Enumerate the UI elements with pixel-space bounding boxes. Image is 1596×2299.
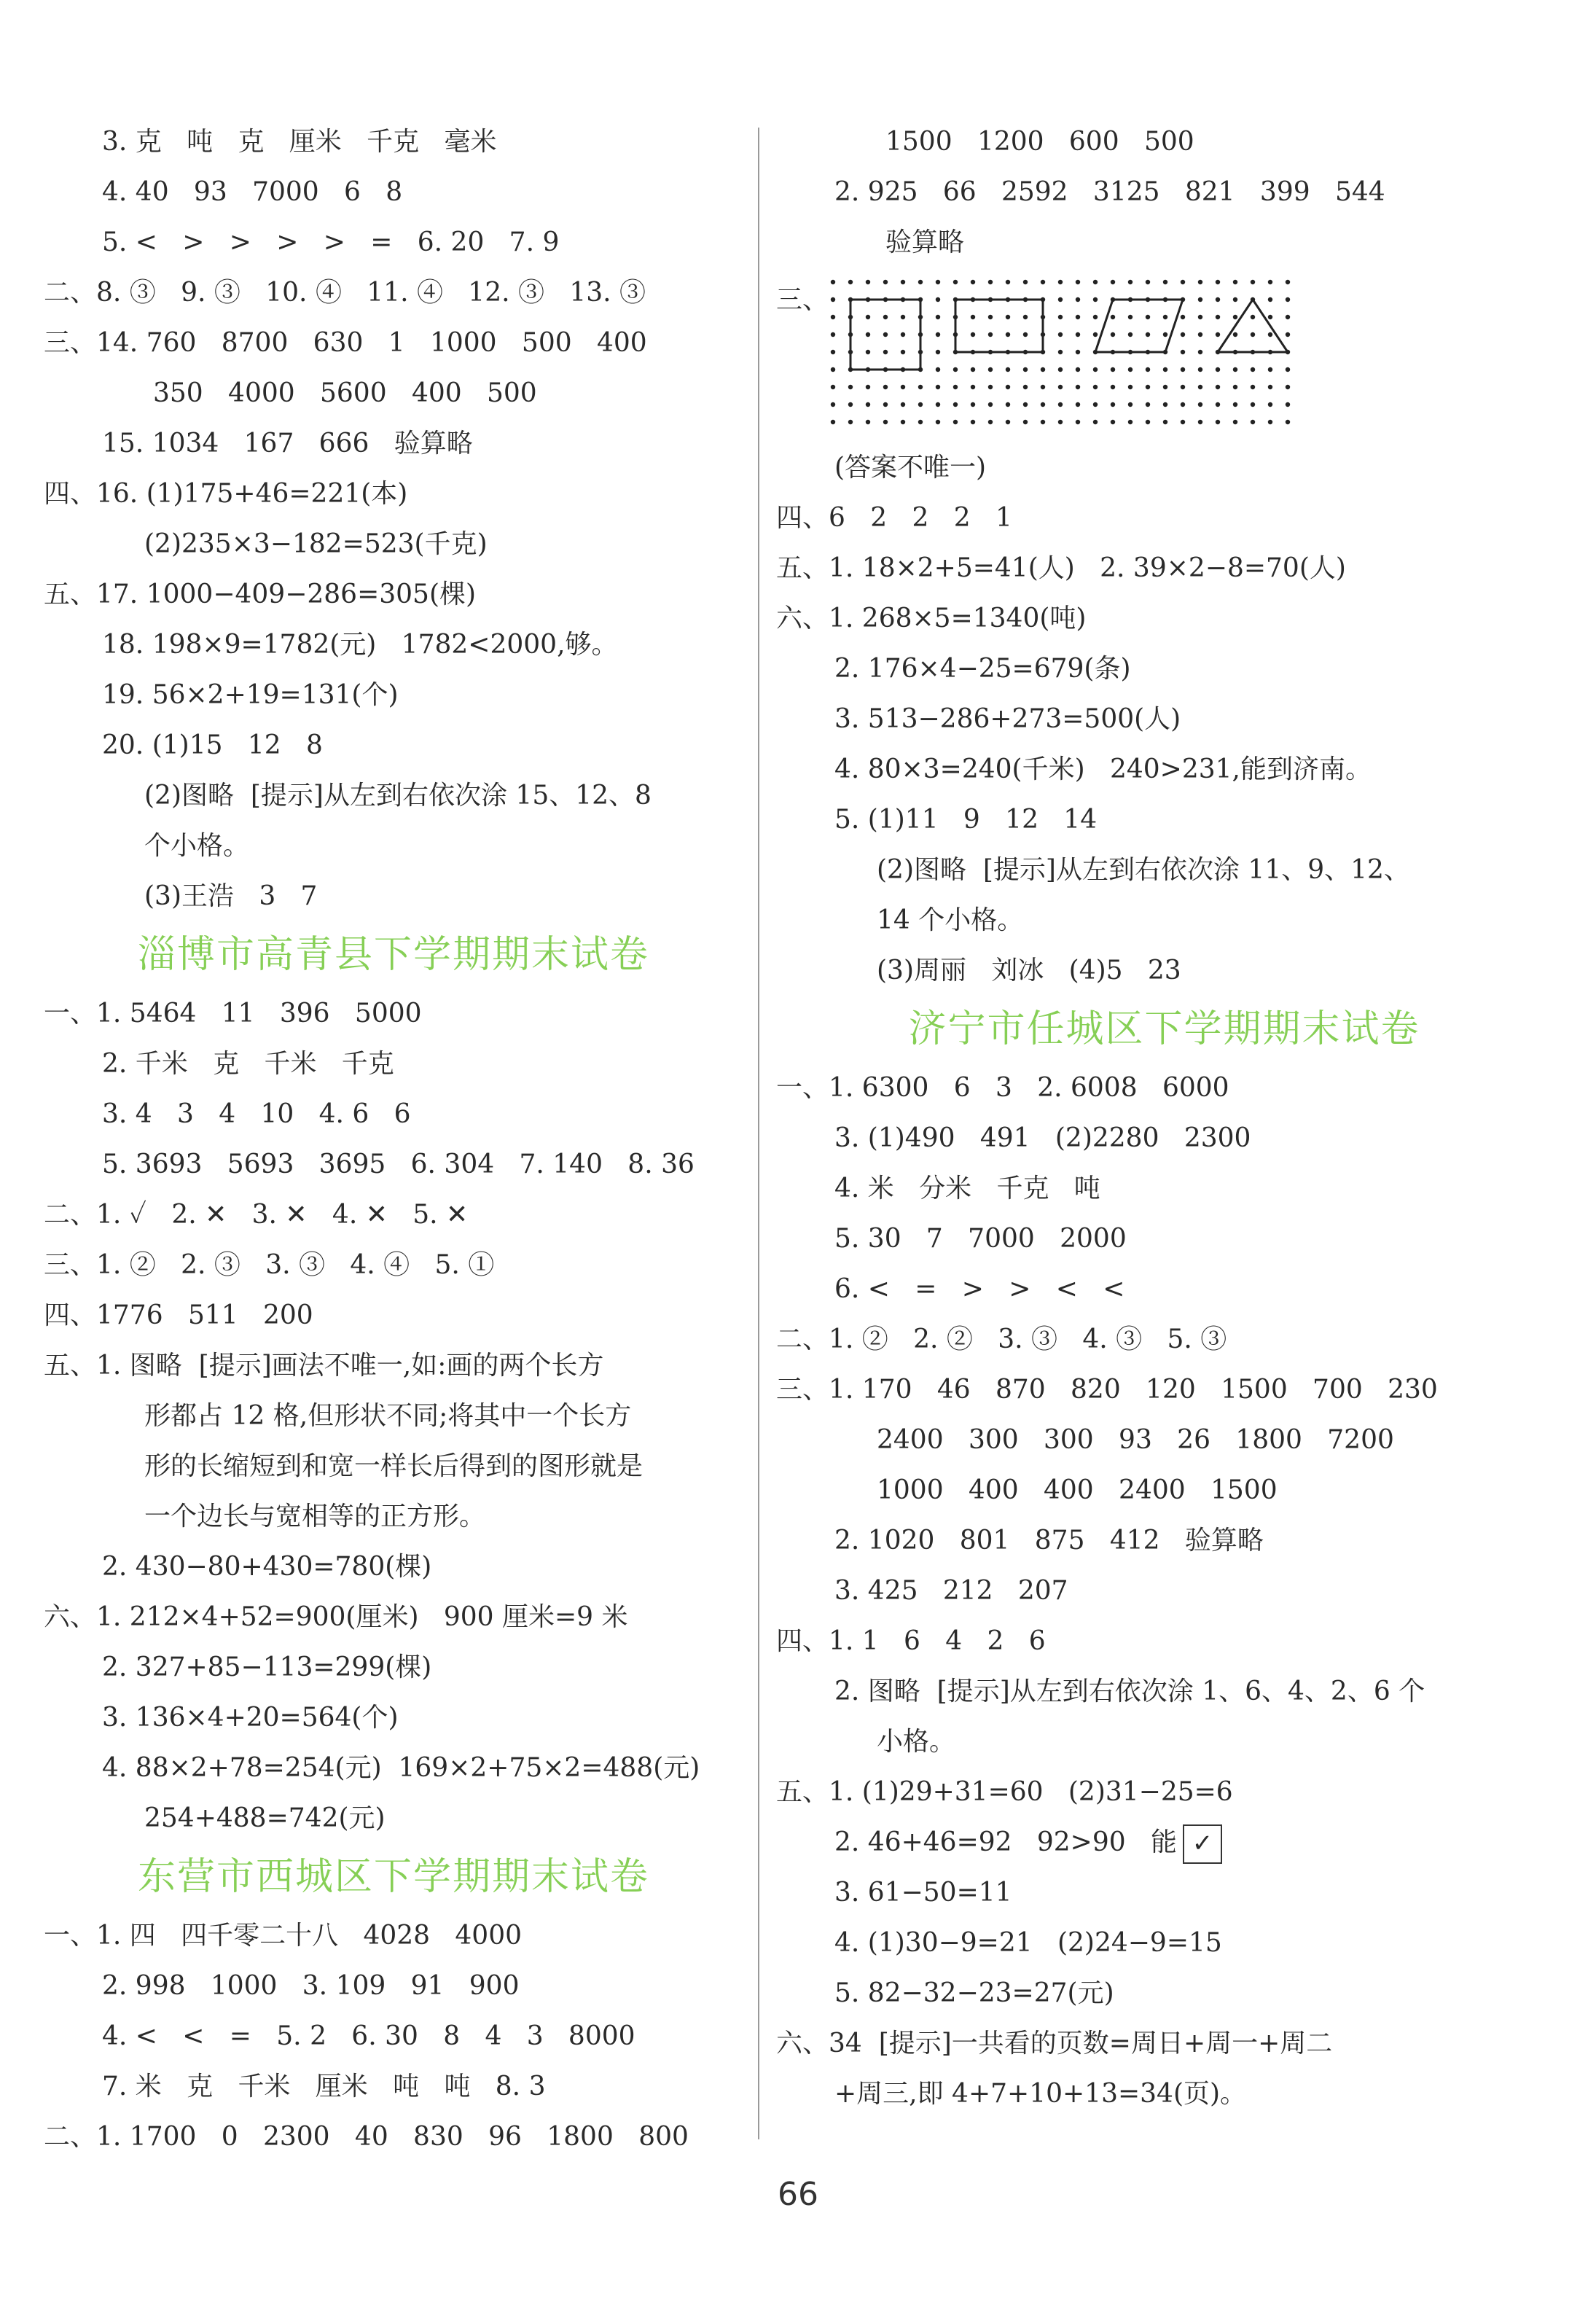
grid-dot xyxy=(953,420,958,424)
grid-dot xyxy=(971,367,975,372)
section-title: 济宁市任城区下学期期末试卷 xyxy=(908,1007,1420,1051)
section-title: 淄博市高青县下学期期末试卷 xyxy=(137,933,649,977)
grid-dot xyxy=(1058,297,1063,302)
grid-dot xyxy=(1181,402,1185,407)
answer-line: 14 个小格。 xyxy=(877,905,1024,935)
grid-dot xyxy=(1233,420,1237,424)
grid-dot xyxy=(1268,385,1272,389)
grid-dot xyxy=(1058,367,1063,372)
grid-dot xyxy=(1128,420,1133,424)
grid-dot xyxy=(1041,420,1045,424)
grid-dot xyxy=(883,385,888,389)
grid-dot xyxy=(901,315,905,319)
grid-dot xyxy=(866,332,870,337)
grid-dot xyxy=(1006,385,1010,389)
grid-dot xyxy=(1093,385,1098,389)
grid-dot xyxy=(1268,420,1272,424)
grid-dot xyxy=(831,402,835,407)
grid-dot xyxy=(988,280,993,284)
grid-dot xyxy=(1268,332,1272,337)
grid-dot xyxy=(1233,402,1237,407)
grid-dot xyxy=(1111,402,1115,407)
grid-dot xyxy=(831,350,835,354)
grid-dot xyxy=(1058,350,1063,354)
grid-dot xyxy=(1058,315,1063,319)
grid-dot xyxy=(1093,420,1098,424)
answer-line: 254+488=742(元) xyxy=(144,1803,386,1833)
grid-dot xyxy=(1128,332,1133,337)
answer-line: (3)王浩 3 7 xyxy=(144,881,318,911)
grid-dot xyxy=(866,385,870,389)
grid-dot xyxy=(1198,385,1202,389)
answer-line: 五、1. 图略 [提示]画法不唯一,如:画的两个长方 xyxy=(44,1351,604,1381)
answer-line: 二、1. 1700 0 2300 40 830 96 1800 800 xyxy=(44,2122,689,2152)
grid-dot xyxy=(1128,385,1133,389)
grid-dot xyxy=(1006,420,1010,424)
grid-dot xyxy=(1181,420,1185,424)
answer-line: 一、1. 5464 11 396 5000 xyxy=(44,999,422,1028)
answer-line: 六、1. 268×5=1340(吨) xyxy=(776,604,1087,633)
answer-line: 2. 1020 801 875 412 验算略 xyxy=(834,1526,1264,1556)
grid-dot xyxy=(936,315,940,319)
grid-dot xyxy=(848,402,853,407)
grid-dot xyxy=(1233,315,1237,319)
grid-dot xyxy=(883,332,888,337)
check-box: ✓ xyxy=(1183,1824,1222,1864)
answer-line: 2. 998 1000 3. 109 91 900 xyxy=(102,1971,520,2001)
answer-line: 五、1. 18×2+5=41(人) 2. 39×2−8=70(人) xyxy=(776,553,1346,583)
answer-line: 5. < > > > > = 6. 20 7. 9 xyxy=(102,227,560,257)
grid-dot xyxy=(1233,297,1237,302)
grid-triangle xyxy=(1218,300,1288,352)
grid-dot xyxy=(1233,367,1237,372)
grid-dot xyxy=(831,332,835,337)
answer-line: 一、1. 四 四千零二十八 4028 4000 xyxy=(44,1921,523,1951)
grid-parallelogram xyxy=(1095,300,1183,352)
left-column xyxy=(44,117,743,2162)
grid-dot xyxy=(1163,420,1167,424)
grid-dot xyxy=(988,332,993,337)
answer-line: 3. 61−50=11 xyxy=(834,1878,1012,1908)
grid-dot xyxy=(1198,402,1202,407)
grid-dot xyxy=(1006,280,1010,284)
grid-dot xyxy=(936,332,940,337)
grid-dot xyxy=(831,420,835,424)
answer-line: 5. 30 7 7000 2000 xyxy=(834,1224,1127,1254)
grid-dot xyxy=(1181,350,1185,354)
answer-line: 四、6 2 2 2 1 xyxy=(776,503,1012,533)
grid-dot xyxy=(1076,315,1080,319)
grid-dot xyxy=(901,350,905,354)
grid-dot xyxy=(1076,350,1080,354)
grid-dot xyxy=(1268,402,1272,407)
answer-line: 6. < = > > < < xyxy=(834,1274,1125,1304)
grid-dot xyxy=(1146,367,1150,372)
grid-dot xyxy=(1128,367,1133,372)
grid-dot xyxy=(953,367,958,372)
grid-dot xyxy=(1198,280,1202,284)
grid-dot xyxy=(1251,280,1255,284)
answer-line: (2)图略 [提示]从左到右依次涂 15、12、8 xyxy=(144,781,652,811)
grid-dot xyxy=(1198,332,1202,337)
grid-dot xyxy=(971,280,975,284)
grid-dot xyxy=(936,402,940,407)
grid-dot xyxy=(1233,385,1237,389)
grid-dot xyxy=(1023,402,1028,407)
grid-dot xyxy=(1286,420,1290,424)
grid-dot xyxy=(953,385,958,389)
grid-dot xyxy=(918,385,923,389)
answer-line: 个小格。 xyxy=(144,831,250,861)
grid-dot xyxy=(1041,367,1045,372)
grid-dot xyxy=(1058,385,1063,389)
grid-dot xyxy=(1093,280,1098,284)
grid-dot xyxy=(1023,367,1028,372)
grid-dot xyxy=(918,420,923,424)
grid-dot xyxy=(1268,315,1272,319)
grid-dot xyxy=(831,385,835,389)
grid-dot xyxy=(1251,402,1255,407)
grid-dot xyxy=(866,350,870,354)
answer-line: 4. 米 分米 千克 吨 xyxy=(834,1174,1100,1203)
answer-line: 六、1. 212×4+52=900(厘米) 900 厘米=9 米 xyxy=(44,1602,628,1632)
grid-dot xyxy=(901,385,905,389)
answer-line: (答案不唯一) xyxy=(834,453,987,483)
grid-dot xyxy=(848,385,853,389)
answer-line: 2. 千米 克 千米 千克 xyxy=(102,1049,394,1079)
grid-dot xyxy=(866,402,870,407)
grid-dot xyxy=(1111,420,1115,424)
grid-dot xyxy=(1111,280,1115,284)
grid-dot xyxy=(988,367,993,372)
grid-dot xyxy=(1093,315,1098,319)
grid-dot xyxy=(1023,420,1028,424)
grid-dot xyxy=(1093,332,1098,337)
answer-line: 2400 300 300 93 26 1800 7200 xyxy=(877,1425,1394,1455)
grid-dot xyxy=(1251,385,1255,389)
grid-dot xyxy=(1111,385,1115,389)
grid-dot xyxy=(1128,280,1133,284)
grid-dot xyxy=(971,332,975,337)
grid-dot xyxy=(1216,420,1220,424)
grid-dot xyxy=(1076,402,1080,407)
grid-dot xyxy=(1286,402,1290,407)
grid-dot xyxy=(988,402,993,407)
grid-dot xyxy=(1181,280,1185,284)
answer-line: 二、8. ③ 9. ③ 10. ④ 11. ④ 12. ③ 13. ③ xyxy=(44,278,646,308)
grid-dot xyxy=(901,402,905,407)
answer-line: 3. (1)490 491 (2)2280 2300 xyxy=(834,1123,1251,1153)
grid-dot xyxy=(866,315,870,319)
grid-dot xyxy=(988,315,993,319)
grid-dot xyxy=(1111,315,1115,319)
grid-dot xyxy=(1181,385,1185,389)
grid-dot xyxy=(1286,332,1290,337)
grid-dot xyxy=(1286,385,1290,389)
grid-dot xyxy=(1251,332,1255,337)
grid-dot xyxy=(936,350,940,354)
grid-dot xyxy=(1286,367,1290,372)
answer-line: 4. 80×3=240(千米) 240>231,能到济南。 xyxy=(834,754,1372,784)
grid-dot xyxy=(1023,332,1028,337)
grid-dot xyxy=(936,385,940,389)
grid-dot xyxy=(988,385,993,389)
grid-dot xyxy=(1216,402,1220,407)
grid-dot xyxy=(988,420,993,424)
grid-dot xyxy=(1146,332,1150,337)
grid-dot xyxy=(1198,350,1202,354)
grid-dot xyxy=(918,402,923,407)
grid-dot xyxy=(1181,367,1185,372)
grid-dot xyxy=(1163,402,1167,407)
grid-dot xyxy=(1111,332,1115,337)
answer-line: 3. 136×4+20=564(个) xyxy=(102,1703,399,1733)
answer-line: 18. 198×9=1782(元) 1782<2000,够。 xyxy=(102,630,618,660)
grid-dot xyxy=(1216,315,1220,319)
grid-dot xyxy=(936,280,940,284)
dot-grid xyxy=(818,273,1329,437)
grid-dot xyxy=(1181,332,1185,337)
grid-dot xyxy=(1163,332,1167,337)
grid-dot xyxy=(936,367,940,372)
grid-dot xyxy=(1093,297,1098,302)
grid-dot xyxy=(1216,280,1220,284)
answer-line: 19. 56×2+19=131(个) xyxy=(102,680,399,710)
grid-dot xyxy=(1023,315,1028,319)
grid-dot xyxy=(831,280,835,284)
grid-dot xyxy=(1198,297,1202,302)
answer-line xyxy=(776,1817,1552,1867)
grid-dot xyxy=(1111,367,1115,372)
right-column xyxy=(776,117,1552,2119)
answer-line: 2. 176×4−25=679(条) xyxy=(834,654,1131,684)
grid-dot xyxy=(936,420,940,424)
grid-dot xyxy=(1233,332,1237,337)
answer-line: 350 4000 5600 400 500 xyxy=(153,378,537,408)
grid-dot xyxy=(883,420,888,424)
grid-dot xyxy=(1216,367,1220,372)
grid-dot xyxy=(1198,420,1202,424)
grid-dot xyxy=(883,402,888,407)
grid-dot xyxy=(1251,367,1255,372)
grid-dot xyxy=(1268,280,1272,284)
answer-line: 7. 米 克 千米 厘米 吨 吨 8. 3 xyxy=(102,2072,546,2101)
grid-dot xyxy=(1023,280,1028,284)
grid-dot xyxy=(1041,385,1045,389)
grid-dot xyxy=(1286,297,1290,302)
grid-dot xyxy=(1006,315,1010,319)
grid-dot xyxy=(1006,367,1010,372)
answer-line: 验算略 xyxy=(885,227,965,257)
grid-dot xyxy=(831,297,835,302)
grid-dot xyxy=(1268,297,1272,302)
grid-dot xyxy=(1216,332,1220,337)
answer-text: 2. 46+46=92 92>90 能 xyxy=(834,1827,1177,1857)
answer-line: (3)周丽 刘冰 (4)5 23 xyxy=(877,956,1181,985)
grid-dot xyxy=(1233,280,1237,284)
answer-line: 5. 3693 5693 3695 6. 304 7. 140 8. 36 xyxy=(102,1150,695,1179)
answer-line: 五、1. (1)29+31=60 (2)31−25=6 xyxy=(776,1777,1233,1807)
grid-dot xyxy=(901,420,905,424)
answer-line: 1000 400 400 2400 1500 xyxy=(877,1475,1278,1505)
grid-dot xyxy=(971,420,975,424)
answer-line: 二、1. ✓ 2. ✕ 3. ✕ 4. ✕ 5. ✕ xyxy=(44,1200,469,1230)
answer-line: 二、1. ② 2. ② 3. ③ 4. ③ 5. ③ xyxy=(776,1324,1227,1354)
answer-line: 4. 40 93 7000 6 8 xyxy=(102,177,403,207)
grid-dot xyxy=(1076,332,1080,337)
grid-dot xyxy=(1128,402,1133,407)
answer-line: 4. (1)30−9=21 (2)24−9=15 xyxy=(834,1928,1222,1958)
grid-dot xyxy=(1163,367,1167,372)
answer-line: 小格。 xyxy=(877,1727,956,1757)
grid-dot xyxy=(1023,385,1028,389)
grid-dot xyxy=(866,420,870,424)
grid-dot xyxy=(1076,367,1080,372)
answer-line: 2. 图略 [提示]从左到右依次涂 1、6、4、2、6 个 xyxy=(834,1677,1425,1706)
grid-dot xyxy=(1076,385,1080,389)
grid-dot xyxy=(883,315,888,319)
answer-line: +周三,即 4+7+10+13=34(页)。 xyxy=(834,2079,1247,2109)
answer-line: 1500 1200 600 500 xyxy=(885,127,1194,157)
answer-line: 20. (1)15 12 8 xyxy=(102,730,323,760)
grid-dot xyxy=(918,280,923,284)
answer-line: 2. 925 66 2592 3125 821 399 544 xyxy=(834,177,1385,207)
grid-dot xyxy=(1198,367,1202,372)
grid-dot xyxy=(831,367,835,372)
grid-dot xyxy=(1041,402,1045,407)
grid-dot xyxy=(901,332,905,337)
grid-dot xyxy=(848,420,853,424)
grid-dot xyxy=(1163,385,1167,389)
grid-dot xyxy=(1146,420,1150,424)
answer-line: 四、1. 1 6 4 2 6 xyxy=(776,1626,1046,1656)
answer-line: 15. 1034 167 666 验算略 xyxy=(102,429,473,458)
grid-dot xyxy=(971,402,975,407)
grid-dot xyxy=(1058,332,1063,337)
grid-dot xyxy=(1058,280,1063,284)
page-number: 66 xyxy=(778,2176,818,2213)
grid-dot xyxy=(883,350,888,354)
answer-line: 3. 4 3 4 10 4. 6 6 xyxy=(102,1099,411,1129)
answer-line: 四、1776 511 200 xyxy=(44,1300,313,1330)
grid-label: 三、 xyxy=(776,285,829,315)
dot-grid-figure xyxy=(776,268,1552,442)
grid-dot xyxy=(1006,402,1010,407)
answer-line: 4. 88×2+78=254(元) 169×2+75×2=488(元) xyxy=(102,1753,700,1783)
grid-dot xyxy=(1286,315,1290,319)
grid-dot xyxy=(953,402,958,407)
answer-line: 3. 513−286+273=500(人) xyxy=(834,704,1181,734)
grid-dot xyxy=(1146,315,1150,319)
answer-line: (2)图略 [提示]从左到右依次涂 11、9、12、 xyxy=(877,855,1410,885)
answer-line: 4. < < = 5. 2 6. 30 8 4 3 8000 xyxy=(102,2021,635,2051)
grid-dot xyxy=(1093,367,1098,372)
grid-dot xyxy=(1181,315,1185,319)
grid-dot xyxy=(1163,315,1167,319)
answer-line: 2. 430−80+430=780(棵) xyxy=(102,1552,432,1582)
answer-line: 三、14. 760 8700 630 1 1000 500 400 xyxy=(44,328,647,358)
grid-dot xyxy=(971,385,975,389)
grid-dot xyxy=(1268,367,1272,372)
answer-line: (2)235×3−182=523(千克) xyxy=(144,529,488,559)
grid-dot xyxy=(901,280,905,284)
grid-dot xyxy=(866,280,870,284)
answer-line: 一个边长与宽相等的正方形。 xyxy=(144,1502,486,1531)
answer-line: 5. (1)11 9 12 14 xyxy=(834,805,1098,835)
grid-dot xyxy=(831,315,835,319)
grid-rectangle xyxy=(955,300,1043,352)
answer-line: 一、1. 6300 6 3 2. 6008 6000 xyxy=(776,1073,1229,1103)
grid-dot xyxy=(936,297,940,302)
grid-dot xyxy=(1041,280,1045,284)
grid-dot xyxy=(1076,280,1080,284)
grid-dot xyxy=(1216,385,1220,389)
grid-dot xyxy=(1146,385,1150,389)
grid-dot xyxy=(971,315,975,319)
grid-dot xyxy=(1006,332,1010,337)
answer-line: 2. 327+85−113=299(棵) xyxy=(102,1652,432,1682)
grid-dot xyxy=(1198,315,1202,319)
grid-dot xyxy=(1058,420,1063,424)
grid-dot xyxy=(848,280,853,284)
grid-dot xyxy=(1093,402,1098,407)
grid-dot xyxy=(1163,280,1167,284)
answer-line: 四、16. (1)175+46=221(本) xyxy=(44,479,408,509)
answer-line: 六、34 [提示]一共看的页数=周日+周一+周二 xyxy=(776,2029,1333,2058)
grid-dot xyxy=(953,280,958,284)
answer-line: 三、1. ② 2. ③ 3. ③ 4. ④ 5. ① xyxy=(44,1250,495,1280)
answer-line: 3. 克 吨 克 厘米 千克 毫米 xyxy=(102,127,497,157)
column-divider xyxy=(758,128,759,2139)
grid-dot xyxy=(1216,297,1220,302)
grid-dot xyxy=(1146,280,1150,284)
grid-dot xyxy=(883,280,888,284)
answer-line: 5. 82−32−23=27(元) xyxy=(834,1978,1114,2008)
grid-dot xyxy=(1251,420,1255,424)
answer-line: 形都占 12 格,但形状不同;将其中一个长方 xyxy=(144,1401,632,1431)
grid-dot xyxy=(1076,420,1080,424)
grid-dot xyxy=(1128,315,1133,319)
grid-dot xyxy=(1146,402,1150,407)
answer-line: 3. 425 212 207 xyxy=(834,1576,1068,1606)
section-title: 东营市西城区下学期期末试卷 xyxy=(137,1855,649,1899)
answer-line: 三、1. 170 46 870 820 120 1500 700 230 xyxy=(776,1375,1438,1405)
grid-dot xyxy=(1251,315,1255,319)
grid-dot xyxy=(1058,402,1063,407)
answer-line: 形的长缩短到和宽一样长后得到的图形就是 xyxy=(144,1451,644,1481)
grid-dot xyxy=(1076,297,1080,302)
grid-dot xyxy=(1286,280,1290,284)
answer-line: 五、17. 1000−409−286=305(棵) xyxy=(44,579,477,609)
